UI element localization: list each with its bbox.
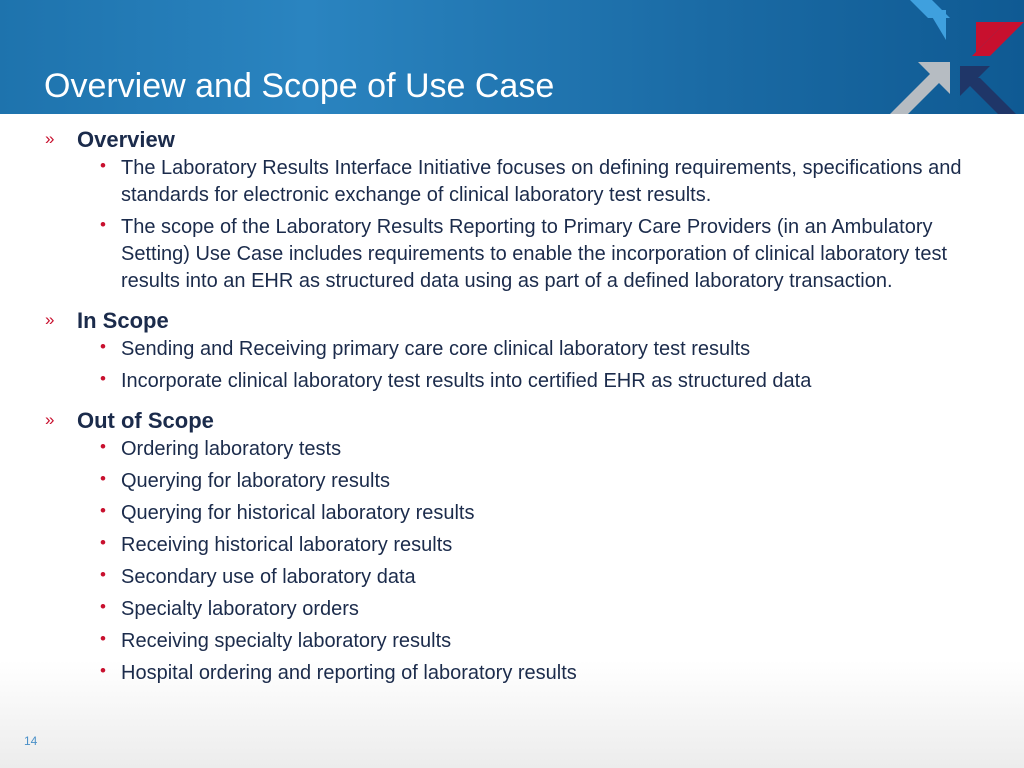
list-item-text: Secondary use of laboratory data	[121, 566, 416, 588]
list-item-text: Ordering laboratory tests	[121, 438, 342, 460]
section-heading	[0, 124, 1024, 155]
list-item-text: The scope of the Laboratory Results Reporting to Primary Care Providers (in an Ambulatory Setting) Use Case includes requirements to enable the incorporation of clinical laboratory test results into an EHR as structured data using as part of a defined laboratory transaction.	[121, 216, 947, 292]
page-title: Overview and Scope of Use Case	[44, 67, 555, 105]
bullet-icon: •	[100, 156, 106, 175]
bullet-icon: •	[100, 533, 106, 552]
list-item-text: Receiving historical laboratory results	[121, 534, 453, 556]
bullet-list	[0, 155, 1024, 295]
list-item-text: Hospital ordering and reporting of laboratory results	[121, 662, 577, 684]
bullet-icon: •	[100, 437, 106, 456]
bullet-icon: •	[100, 597, 106, 616]
page-number: 14	[24, 734, 38, 748]
section-marker: »	[45, 310, 55, 329]
section-marker: »	[45, 129, 55, 148]
slide-header	[0, 0, 1024, 114]
bullet-icon: •	[100, 215, 106, 234]
section-title: Out of Scope	[77, 408, 214, 433]
section-in-scope	[0, 305, 1024, 395]
list-item	[0, 628, 1024, 655]
list-item	[0, 660, 1024, 687]
bullet-icon: •	[100, 501, 106, 520]
list-item	[0, 468, 1024, 495]
section-title: In Scope	[77, 308, 169, 333]
list-item-text: Sending and Receiving primary care core clinical laboratory test results	[121, 338, 751, 360]
section-out-of-scope	[0, 405, 1024, 687]
list-item	[0, 532, 1024, 559]
list-item	[0, 564, 1024, 591]
list-item-text: Incorporate clinical laboratory test results into certified EHR as structured data	[121, 370, 812, 392]
bullet-icon: •	[100, 337, 106, 356]
bullet-icon: •	[100, 629, 106, 648]
section-title: Overview	[77, 127, 175, 152]
list-item	[0, 336, 1024, 363]
list-item	[0, 368, 1024, 395]
section-overview	[0, 124, 1024, 295]
list-item	[0, 596, 1024, 623]
list-item	[0, 500, 1024, 527]
list-item-text: Querying for laboratory results	[121, 470, 391, 492]
list-item-text: Specialty laboratory orders	[121, 598, 359, 620]
bullet-list	[0, 436, 1024, 687]
section-heading	[0, 305, 1024, 336]
list-item	[0, 214, 1024, 295]
section-heading	[0, 405, 1024, 436]
list-item-text: The Laboratory Results Interface Initiative focuses on defining requirements, specifications and standards for electronic exchange of clinical laboratory test results.	[121, 157, 962, 206]
bullet-icon: •	[100, 469, 106, 488]
section-marker: »	[45, 410, 55, 429]
bullet-list	[0, 336, 1024, 395]
bullet-icon: •	[100, 661, 106, 680]
list-item	[0, 436, 1024, 463]
list-item-text: Querying for historical laboratory results	[121, 502, 475, 524]
list-item-text: Receiving specialty laboratory results	[121, 630, 452, 652]
arrows-logo-icon	[880, 0, 1024, 114]
list-item	[0, 155, 1024, 209]
bullet-icon: •	[100, 369, 106, 388]
slide-body	[0, 124, 1024, 697]
bullet-icon: •	[100, 565, 106, 584]
